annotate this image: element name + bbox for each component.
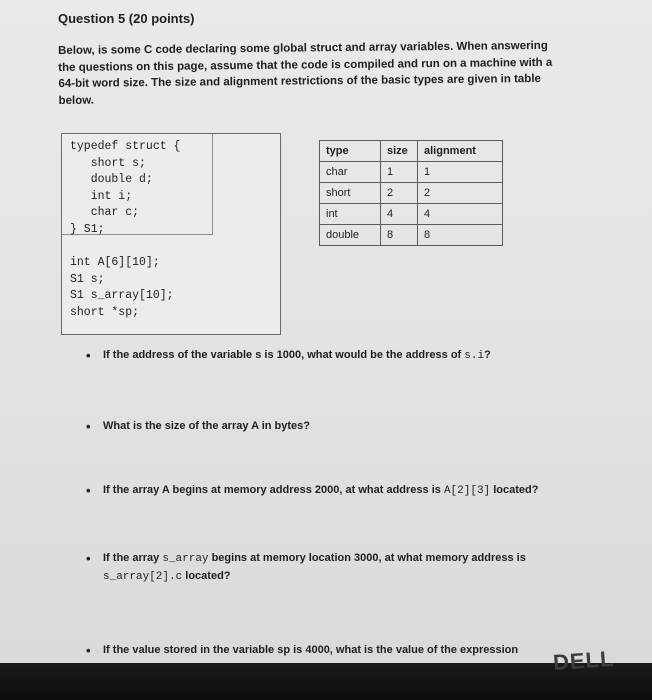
- bullet-marker: •: [86, 419, 91, 434]
- table-row: [320, 162, 503, 183]
- table-cell: 8: [418, 225, 503, 246]
- bullet-marker: •: [86, 643, 91, 658]
- question-text: [103, 347, 491, 365]
- question-text-suffix: ?: [484, 349, 491, 361]
- table-cell: 8: [381, 225, 418, 246]
- question-text-prefix: If the array: [103, 552, 163, 564]
- question-code: s_array[2].c: [103, 571, 183, 583]
- question-text-suffix: located?: [490, 484, 539, 496]
- table-cell: 2: [381, 183, 418, 204]
- question-text: If the value stored in the variable sp is 4000, what is the value of the expression: [103, 644, 519, 656]
- question-text-suffix: located?: [182, 570, 231, 582]
- question-title: Question 5 (20 points): [58, 11, 195, 26]
- table-cell: 2: [418, 183, 503, 204]
- table-cell: char: [320, 162, 381, 183]
- bullet-marker: •: [86, 348, 91, 363]
- code-listing-box: [61, 133, 281, 335]
- question-text: [103, 550, 526, 586]
- question-text-prefix: If the address of the variable s is 1000, what would be the address of: [103, 349, 465, 361]
- table-cell: 1: [381, 162, 418, 183]
- table-header-row: [320, 141, 503, 162]
- table-header-cell: alignment: [418, 141, 503, 162]
- table-cell: double: [320, 225, 381, 246]
- question-code: s.i: [464, 350, 485, 362]
- bullet-marker: •: [86, 483, 91, 498]
- question-intro: Below, is some C code declaring some global struct and array variables. When answering the questions on this page, assume that the code is compiled and run on a machine with a 64-bit word size. The size and alignment restrictions of the basic types are given in table below.: [58, 39, 553, 107]
- table-row: [320, 183, 503, 204]
- table-cell: short: [320, 183, 381, 204]
- table-row: [320, 204, 503, 225]
- question-code: A[2][3]: [443, 485, 491, 497]
- question-text: What is the size of the array A in bytes?: [103, 420, 311, 432]
- type-size-alignment-table: [319, 140, 503, 246]
- table-header-cell: size: [381, 141, 418, 162]
- question-text-prefix: If the array A begins at memory address 2000, at what address is: [103, 484, 444, 496]
- question-code: s_array: [162, 553, 209, 565]
- table-cell: 4: [381, 204, 418, 225]
- bullet-marker: •: [86, 551, 91, 566]
- dell-logo: DELL: [551, 645, 615, 676]
- table-cell: 4: [418, 204, 503, 225]
- table-row: [320, 225, 503, 246]
- table-cell: 1: [418, 162, 503, 183]
- table-header-cell: type: [320, 141, 381, 162]
- global-declarations-code: int A[6][10]; S1 s; S1 s_array[10]; short *sp;: [70, 256, 174, 319]
- question-text: [103, 482, 538, 500]
- struct-definition-code: typedef struct { short s; double d; int i; char c; } S1;: [70, 140, 181, 236]
- question-text-suffix: begins at memory location 3000, at what memory address is: [208, 552, 526, 564]
- table-cell: int: [320, 204, 381, 225]
